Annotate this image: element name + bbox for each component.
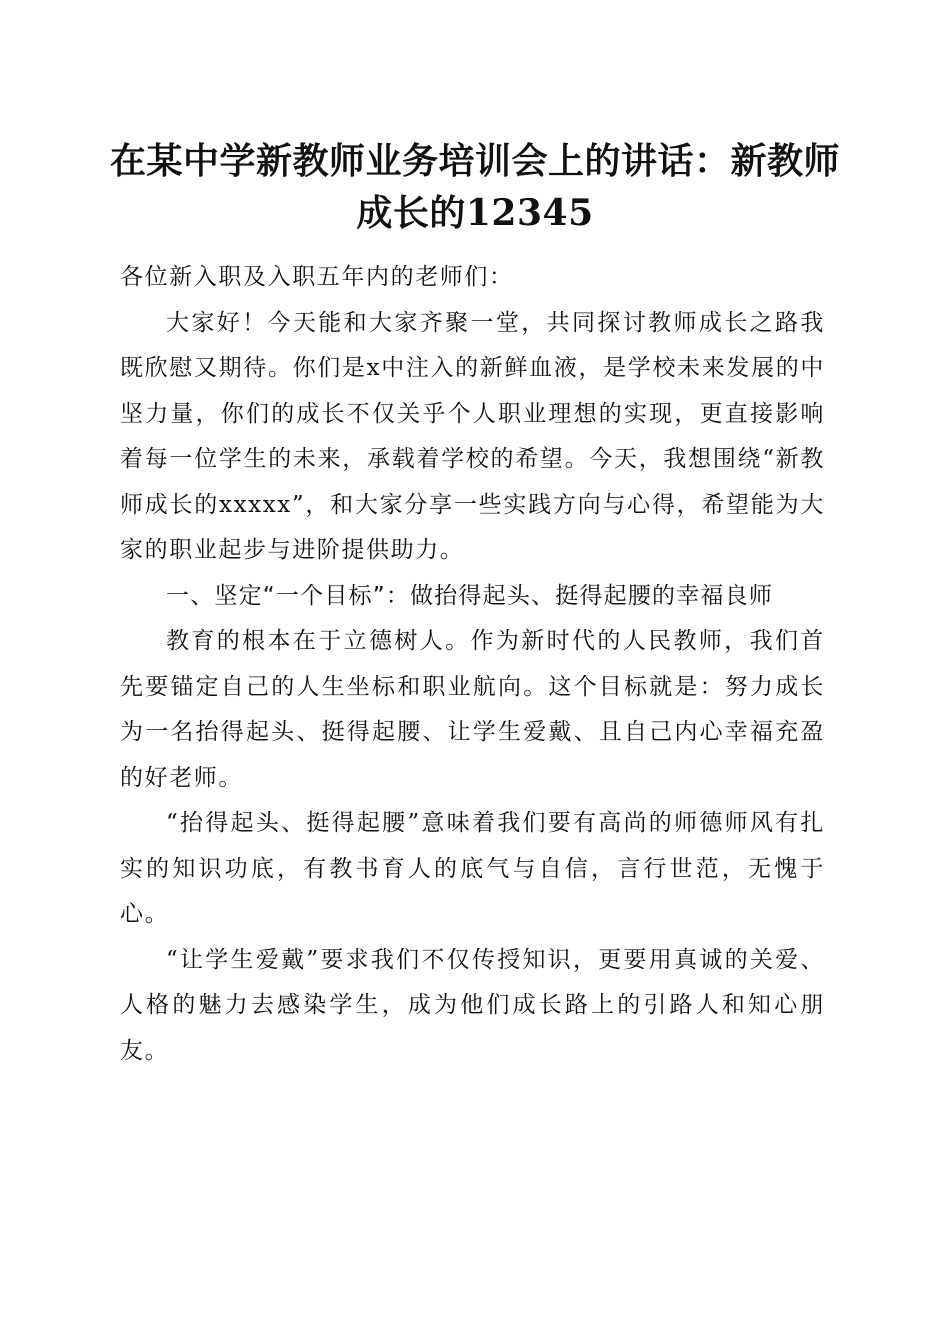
section-1-paragraph-3: “让学生爱戴”要求我们不仅传授知识，更要用真诚的关爱、人格的魅力去感染学生，成为他们成长路上的引路人和知心朋友。 bbox=[120, 946, 825, 1064]
intro-paragraph: 大家好！今天能和大家齐聚一堂，共同探讨教师成长之路我既欣慰又期待。你们是x中注入的新鲜血液，是学校未来发展的中坚力量，你们的成长不仅关乎个人职业理想的实现，更直接影响着每一位学生的未来，承载着学校的希望。今天，我想围绕“新教师成长的xxxxx”，和大家分享一些实践方向与心得，希望能为大家的职业起步与进阶提供助力。 bbox=[120, 309, 825, 563]
section-1-paragraph-2: “抬得起头、挺得起腰”意味着我们要有高尚的师德师风有扎实的知识功底，有教书育人的底气与自信，言行世范，无愧于心。 bbox=[120, 810, 825, 927]
document-title: 在某中学新教师业务培训会上的讲话：新教师成长的12345 bbox=[110, 140, 841, 234]
document-body bbox=[120, 255, 825, 1074]
section-1-heading: 一、坚定“一个目标”：做抬得起头、挺得起腰的幸福良师 bbox=[166, 582, 774, 609]
section-1-paragraph-1: 教育的根本在于立德树人。作为新时代的人民教师，我们首先要锚定自己的人生坐标和职业航向。这个目标就是：努力成长为一名抬得起头、挺得起腰、让学生爱戴、且自己内心幸福充盈的好老师。 bbox=[120, 628, 825, 791]
salutation: 各位新入职及入职五年内的老师们： bbox=[120, 264, 514, 290]
